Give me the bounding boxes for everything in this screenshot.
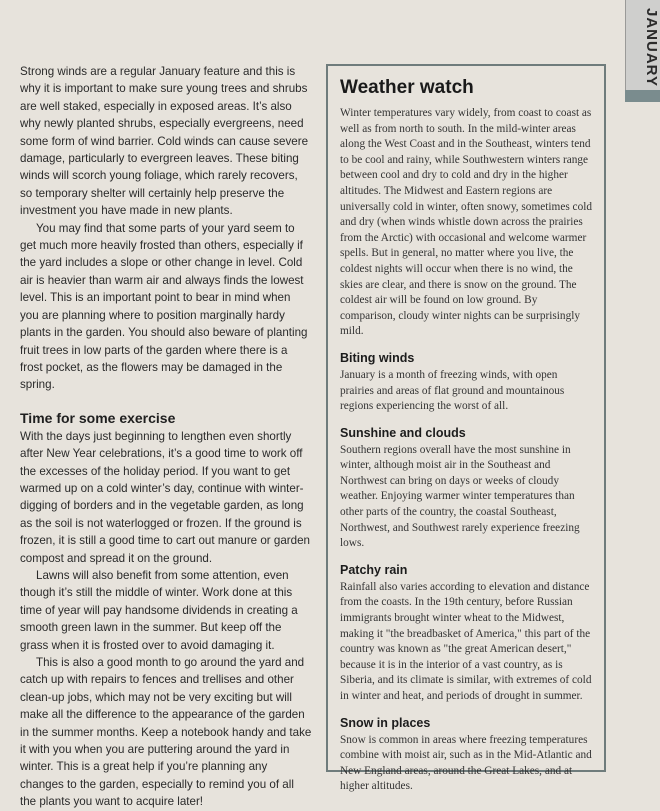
body-paragraph: With the days just beginning to lengthen even shortly after New Year celebrations, it’s a good time to work off the excesses of the holiday period. If you want to get warmed up on a cold winter’s day, continue with winter-digging of borders and in the vegetable garden, as long as the soil is not waterlogged or frozen. If the ground is frozen, it is still a good time to cart out manure or garden compost and spread it on the ground. <box>20 429 310 565</box>
chapter-tab <box>625 0 660 90</box>
chapter-tab-accent <box>625 90 660 102</box>
subheading-snow-in-places: Snow in places <box>340 715 431 730</box>
subsection-body: Snow is common in areas where freezing temperatures combine with moist air, such as in the Mid-Atlantic and New England areas, around the Great Lakes, and at higher altitudes. <box>340 733 592 793</box>
subsection-body: Southern regions overall have the most sunshine in winter, although moist air in the Southeast and Northwest can bring on days or weeks of cloudy weather. Enjoying warmer winter temperatures than other parts of the country, the coastal Southeast, Northwest, and Southwest rarely experience freezing lows. <box>340 443 580 550</box>
subheading-biting-winds: Biting winds <box>340 350 415 365</box>
weather-watch-box <box>326 64 606 793</box>
body-paragraph: You may find that some parts of your yard seem to get much more heavily frosted than others, especially if the yard includes a slope or other change in level. Cold air is heavier than warm air and always finds the lowest level. This is an important point to bear in mind when you are planning where to position marginally hardy plants in the garden. You should also beware of planting fruit trees in low parts of the garden where there is a frost pocket, as the flowers may be damaged in the spring. <box>20 221 308 392</box>
subheading-patchy-rain: Patchy rain <box>340 562 408 577</box>
subsection-body: Rainfall also varies according to elevation and distance from the coasts. In the 19th century, before Russian immigrants brought winter wheat to the Midwest, making it "the breadbasket of America," this part of the country was known as "the great American desert," because it is in the interior of a vast country, as is Siberia, and its climate is similar, with extremes of cold in winter and heat, and periods of drought in summer. <box>340 580 592 702</box>
subheading-sunshine-clouds: Sunshine and clouds <box>340 425 466 440</box>
body-paragraph: Lawns will also benefit from some attention, even though it’s still the middle of winter. Work done at this time of year will pay handsome dividends in creating a smooth green lawn in the summer. But keep off the grass when it is frosted over to avoid damaging it. <box>20 568 298 652</box>
body-paragraph: Strong winds are a regular January feature and this is why it is important to make sure young trees and shrubs are well staked, especially in exposed areas. It’s also why newly planted shrubs, especially evergreens, need some form of wind barrier. Cold winds can cause severe damage, particularly to evergreen leaves. These biting winds will scorch young foliage, which rarely recovers, so temporary shelter will certainly help preserve the investment you have made in new plants. <box>20 65 309 218</box>
weather-watch-title: Weather watch <box>340 77 474 98</box>
main-text-column <box>20 63 312 811</box>
section-heading-exercise: Time for some exercise <box>20 409 176 426</box>
body-paragraph: This is also a good month to go around the yard and catch up with repairs to fences and trellises and other clean-up jobs, which may not be very exciting but will make all the difference to the appearance of the garden in the summer months. Keep a notebook handy and take it with you when you are puttering around the yard in winter. This is a great help if you’re planning any changes to the garden, especially to remind you of all the plants you want to acquire later! <box>20 656 312 809</box>
chapter-tab-label: JANUARY <box>643 8 660 87</box>
subsection-body: January is a month of freezing winds, with open prairies and areas of flat ground and mountainous regions experiencing the worst of all. <box>340 368 565 413</box>
weather-watch-intro: Winter temperatures vary widely, from coast to coast as well as from north to south. In the mild-winter areas along the West Coast and in the Southeast, winters tend to be cool and rainy, while Southwestern winters range between cool and dry to cold and dry in the higher altitudes. The Midwest and Eastern regions are universally cold in winter, often snowy, sometimes cold and dry (when winds whistle down across the prairies from the Arctic) with occasional and welcome warmer spells. But in general, no matter where you live, the coldest nights will occur when there is no wind, the skies are clear, and there is snow on the ground. The coldest air will be found on low ground. By comparison, cloudy winter nights can be surprisingly mild. <box>340 107 593 338</box>
